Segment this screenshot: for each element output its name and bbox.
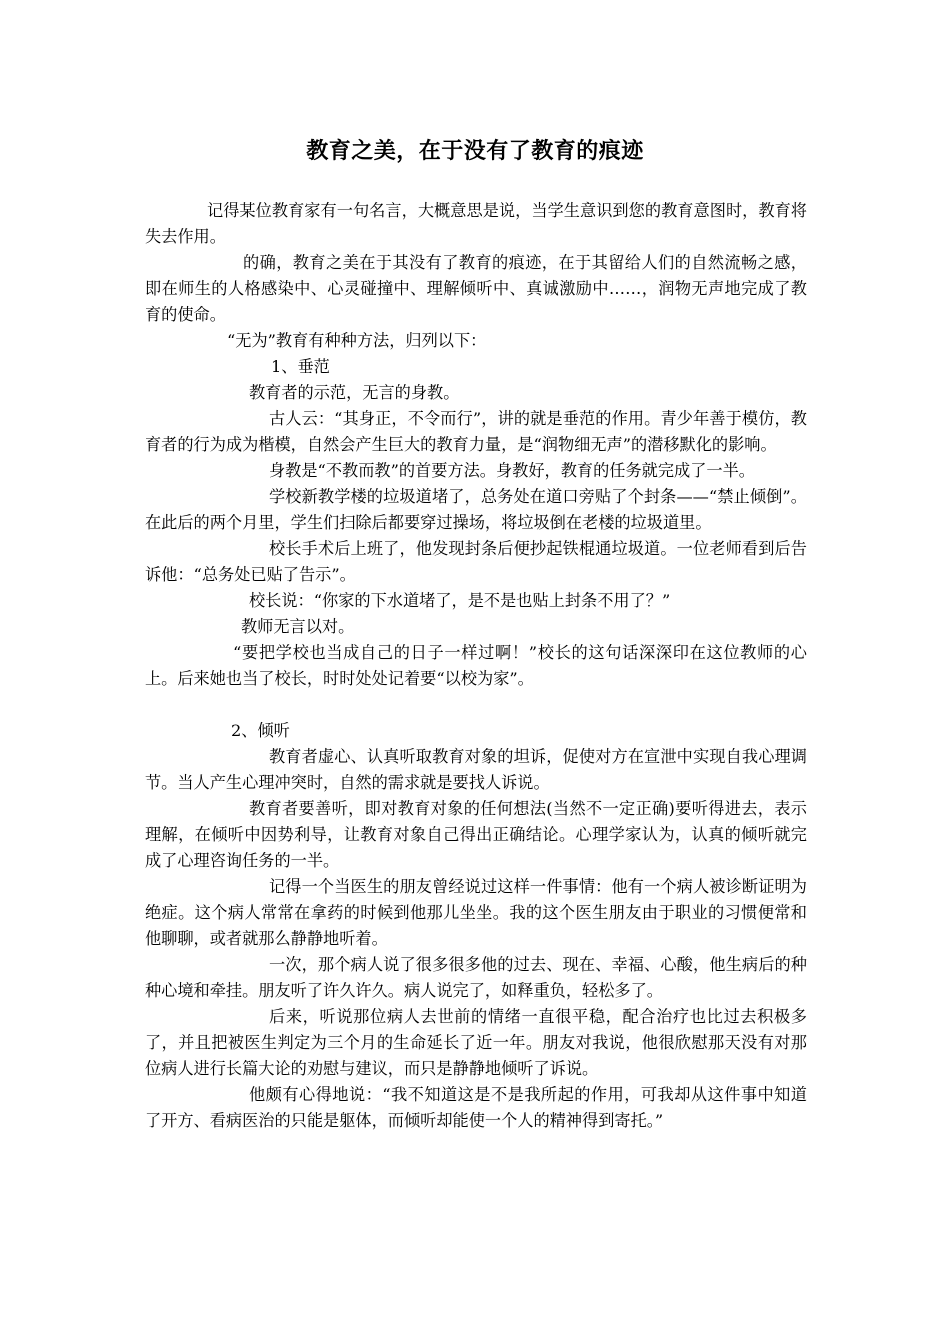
paragraph: 他颇有心得地说：“我不知道这是不是我所起的作用，可我却从这件事中知道了开方、看病医治的只能是躯体，而倾听却能使一个人的精神得到寄托。” bbox=[145, 1085, 807, 1130]
paragraph: 记得一个当医生的朋友曾经说过这样一件事情：他有一个病人被诊断证明为绝症。这个病人常常在拿药的时候到他那儿坐坐。我的这个医生朋友由于职业的习惯便常和他聊聊，或者就那么静静地听着。 bbox=[145, 877, 807, 948]
paragraph: 记得某位教育家有一句名言，大概意思是说，当学生意识到您的教育意图时，教育将失去作用。 bbox=[145, 201, 807, 246]
paragraph: “无为”教育有种种方法，归列以下： bbox=[227, 331, 487, 350]
paragraph: 学校新教学楼的垃圾道堵了，总务处在道口旁贴了个封条——“禁止倾倒”。在此后的两个月里，学生们扫除后都要穿过操场，将垃圾倒在老楼的垃圾道里。 bbox=[145, 487, 807, 532]
paragraph: 后来，听说那位病人去世前的情绪一直很平稳，配合治疗也比过去积极多了，并且把被医生判定为三个月的生命延长了近一年。朋友对我说，他很欣慰那天没有对那位病人进行长篇大论的劝慰与建议，而只是静静地倾听了诉说。 bbox=[145, 1007, 807, 1078]
paragraph: 身教是“不教而教”的首要方法。身教好，教育的任务就完成了一半。 bbox=[269, 461, 755, 480]
paragraph: 教育者要善听，即对教育对象的任何想法(当然不一定正确)要听得进去，表示理解，在倾听中因势利导，让教育对象自己得出正确结论。心理学家认为，认真的倾听就完成了心理咨询任务的一半。 bbox=[145, 799, 807, 870]
paragraph: 一次，那个病人说了很多很多他的过去、现在、幸福、心酸，他生病后的种种心境和牵挂。朋友听了许久许久。病人说完了，如释重负，轻松多了。 bbox=[145, 955, 807, 1000]
section-heading: 1、垂范 bbox=[271, 357, 330, 376]
paragraph: 教师无言以对。 bbox=[241, 617, 355, 636]
paragraph: 校长说：“你家的下水道堵了，是不是也贴上封条不用了？” bbox=[249, 591, 671, 610]
paragraph: 的确，教育之美在于其没有了教育的痕迹，在于其留给人们的自然流畅之感，即在师生的人格感染中、心灵碰撞中、理解倾听中、真诚激励中……，润物无声地完成了教育的使命。 bbox=[145, 253, 807, 324]
document-title: 教育之美，在于没有了教育的痕迹 bbox=[306, 139, 644, 164]
paragraph: 古人云：“其身正，不令而行”，讲的就是垂范的作用。青少年善于模仿，教育者的行为成为楷模，自然会产生巨大的教育力量，是“润物细无声”的潜移默化的影响。 bbox=[145, 409, 807, 454]
paragraph-gap bbox=[145, 692, 807, 718]
document-body bbox=[145, 198, 807, 1134]
paragraph: 教育者的示范，无言的身教。 bbox=[249, 383, 460, 402]
paragraph: 教育者虚心、认真听取教育对象的坦诉，促使对方在宣泄中实现自我心理调节。当人产生心理冲突时，自然的需求就是要找人诉说。 bbox=[145, 747, 807, 792]
paragraph: “要把学校也当成自己的日子一样过啊！”校长的这句话深深印在这位教师的心上。后来她也当了校长，时时处处记着要“以校为家”。 bbox=[145, 643, 807, 688]
section-heading: 2、倾听 bbox=[231, 721, 290, 740]
paragraph: 校长手术后上班了，他发现封条后便抄起铁棍通垃圾道。一位老师看到后告诉他：“总务处已贴了告示”。 bbox=[145, 539, 807, 584]
